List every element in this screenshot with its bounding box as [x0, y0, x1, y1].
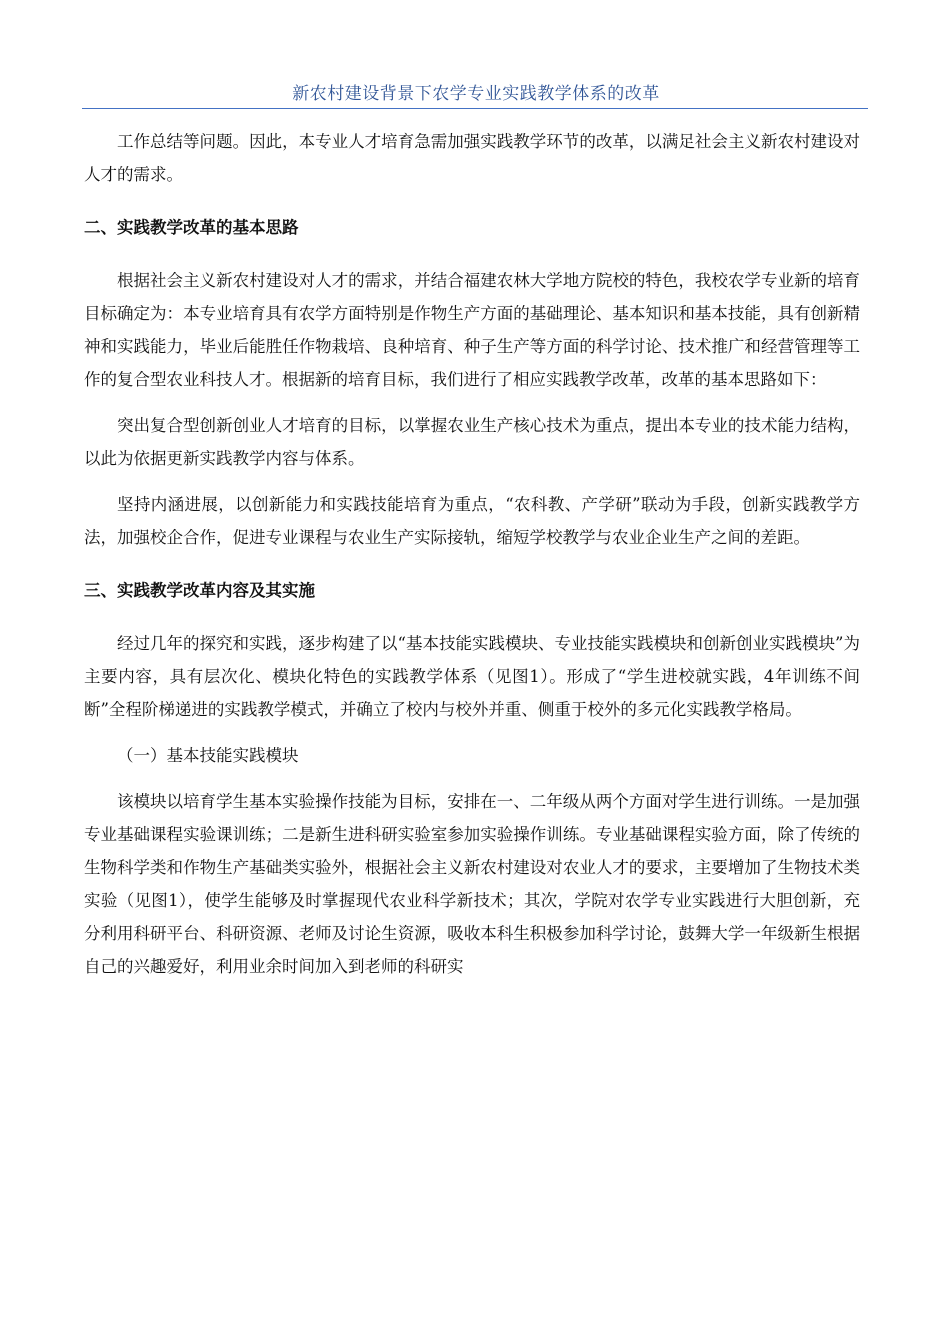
document-body — [84, 125, 860, 983]
paragraph-system-overview: 经过几年的探究和实践，逐步构建了以“基本技能实践模块、专业技能实践模块和创新创业实践模块”为主要内容，具有层次化、模块化特色的实践教学体系（见图1）。形成了“学生进校就实践，4年训练不间断”全程阶梯递进的实践教学模式，并确立了校内与校外并重、侧重于校外的多元化实践教学格局。 — [84, 634, 860, 719]
header-divider — [82, 108, 868, 109]
section-heading-2: 二、实践教学改革的基本思路 — [84, 218, 299, 237]
paragraph-training-goal: 根据社会主义新农村建设对人才的需求，并结合福建农林大学地方院校的特色，我校农学专业新的培育目标确定为：本专业培育具有农学方面特别是作物生产方面的基础理论、基本知识和基本技能，具有创新精神和实践能力，毕业后能胜任作物栽培、良种培育、种子生产等方面的科学讨论、技术推广和经营管理等工作的复合型农业科技人才。根据新的培育目标，我们进行了相应实践教学改革，改革的基本思路如下： — [84, 271, 860, 389]
section-heading-3: 三、实践教学改革内容及其实施 — [84, 581, 315, 600]
paragraph-talent-goal: 突出复合型创新创业人才培育的目标，以掌握农业生产核心技术为重点，提出本专业的技术能力结构，以此为依据更新实践教学内容与体系。 — [84, 416, 860, 468]
paragraph-connotation: 坚持内涵进展，以创新能力和实践技能培育为重点，“农科教、产学研”联动为手段，创新实践教学方法，加强校企合作，促进专业课程与农业生产实际接轨，缩短学校教学与农业企业生产之间的差距。 — [84, 495, 860, 547]
subsection-heading-1: （一）基本技能实践模块 — [117, 746, 299, 765]
running-header-title: 新农村建设背景下农学专业实践教学体系的改革 — [292, 84, 660, 104]
paragraph-continuation: 工作总结等问题。因此，本专业人才培育急需加强实践教学环节的改革，以满足社会主义新农村建设对人才的需求。 — [84, 132, 860, 184]
paragraph-basic-skills: 该模块以培育学生基本实验操作技能为目标，安排在一、二年级从两个方面对学生进行训练。一是加强专业基础课程实验课训练；二是新生进科研实验室参加实验操作训练。专业基础课程实验方面，除了传统的生物科学类和作物生产基础类实验外，根据社会主义新农村建设对农业人才的要求，主要增加了生物技术类实验（见图1），使学生能够及时掌握现代农业科学新技术；其次，学院对农学专业实践进行大胆创新，充分利用科研平台、科研资源、老师及讨论生资源，吸收本科生积极参加科学讨论，鼓舞大学一年级新生根据自己的兴趣爱好，利用业余时间加入到老师的科研实 — [84, 792, 860, 976]
